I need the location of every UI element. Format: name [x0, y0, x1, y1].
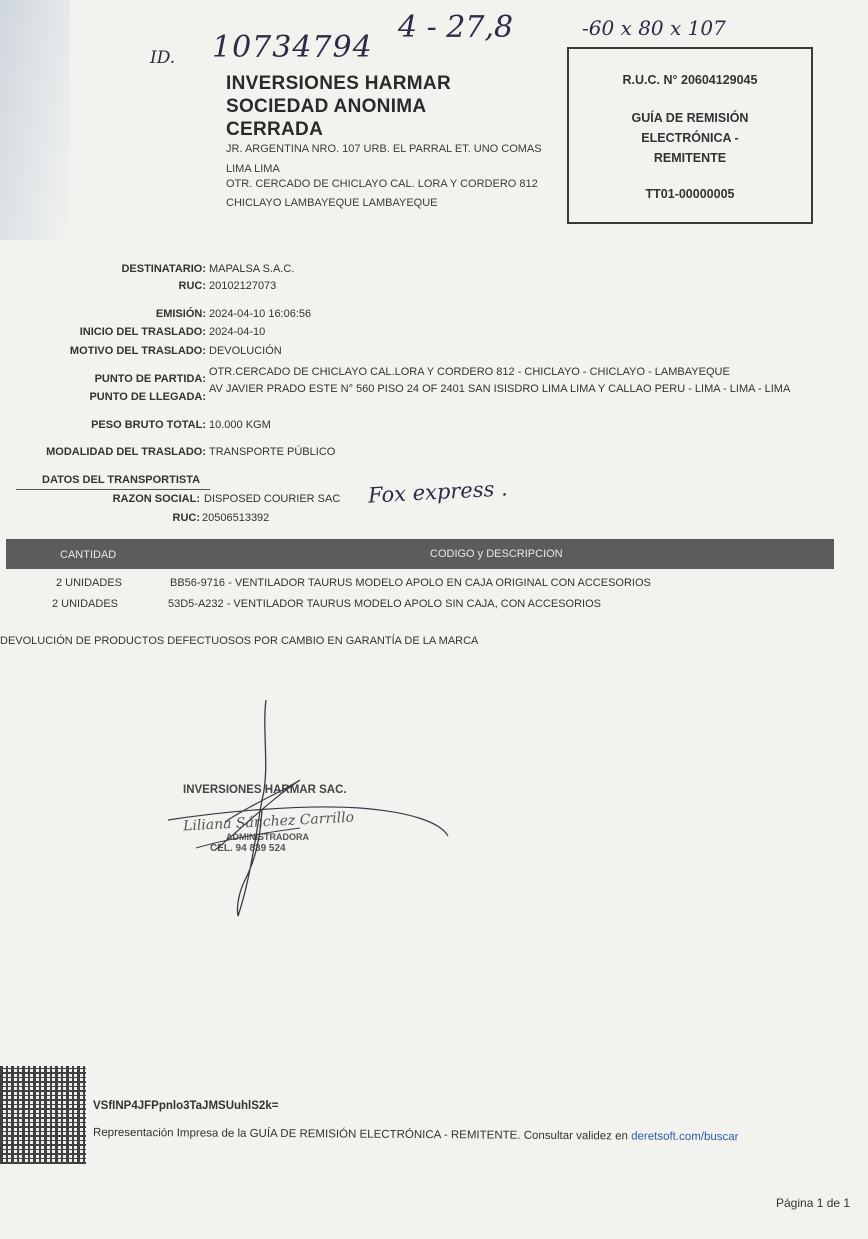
doc-type-line: REMITENTE	[653, 151, 727, 165]
field-label: MOTIVO DEL TRASLADO:	[69, 345, 206, 357]
field-value: DEVOLUCIÓN	[209, 345, 282, 357]
issuer-name	[226, 72, 451, 141]
ruc-box	[567, 47, 813, 224]
carrier-razon-value: DISPOSED COURIER SAC	[204, 493, 341, 505]
paper-shadow	[0, 0, 70, 240]
carrier-ruc-value: 20506513392	[202, 512, 270, 524]
field-label: INICIO DEL TRASLADO:	[79, 326, 206, 338]
document-hash: VSfINP4JFPpnlo3TaJMSUuhlS2k=	[93, 1100, 279, 1112]
doc-type-line: GUÍA DE REMISIÓN	[631, 111, 749, 125]
table-row-desc: BB56-9716 - VENTILADOR TAURUS MODELO APOLO EN CAJA ORIGINAL CON ACCESORIOS	[170, 577, 651, 589]
header-descripcion: CODIGO y DESCRIPCION	[430, 548, 563, 560]
carrier-ruc-label: RUC:	[172, 512, 200, 524]
field-value: 20102127073	[209, 280, 277, 292]
qr-code	[0, 1066, 86, 1164]
field-value: 10.000 KGM	[209, 419, 271, 431]
page-number: Página 1 de 1	[776, 1196, 851, 1210]
field-value: TRANSPORTE PÚBLICO	[209, 446, 336, 458]
stamp-company: INVERSIONES HARMAR SAC.	[183, 784, 347, 796]
observation-text: DEVOLUCIÓN DE PRODUCTOS DEFECTUOSOS POR CAMBIO EN GARANTÍA DE LA MARCA	[0, 635, 479, 647]
field-value: MAPALSA S.A.C.	[209, 263, 295, 275]
issuer-address-line: JR. ARGENTINA NRO. 107 URB. EL PARRAL ET. UNO COMAS	[226, 143, 542, 155]
stamp-phone: CEL. 94 839 524	[210, 843, 286, 854]
issuer-address-line: LIMA LIMA	[226, 163, 280, 175]
field-value: 2024-04-10 16:06:56	[209, 308, 312, 320]
table-row-qty: 2 UNIDADES	[52, 598, 119, 610]
doc-number: TT01-00000005	[645, 187, 735, 201]
issuer-address-line: CHICLAYO LAMBAYEQUE LAMBAYEQUE	[226, 197, 438, 209]
handwritten-top-note: 4 - 27,8	[398, 10, 514, 45]
representation-text: Representación Impresa de la GUÍA DE REMISIÓN ELECTRÓNICA - REMITENTE. Consultar validez en	[92, 1126, 628, 1143]
table-row-desc: 53D5-A232 - VENTILADOR TAURUS MODELO APOLO SIN CAJA, CON ACCESORIOS	[168, 598, 601, 610]
field-label: DESTINATARIO:	[121, 263, 206, 275]
handwritten-carrier-note: Fox express .	[367, 476, 509, 508]
footer-representation	[93, 1127, 739, 1144]
field-label: MODALIDAD DEL TRASLADO:	[46, 446, 206, 458]
handwritten-dimensions: -60 x 80 x 107	[582, 16, 726, 40]
doc-type-line: ELECTRÓNICA -	[641, 131, 739, 145]
field-label: PUNTO DE PARTIDA:	[94, 373, 206, 385]
header-cantidad: CANTIDAD	[60, 549, 117, 561]
field-label: PESO BRUTO TOTAL:	[91, 419, 206, 431]
issuer-address-line: OTR. CERCADO DE CHICLAYO CAL. LORA Y CORDERO 812	[226, 178, 538, 190]
field-value: AV JAVIER PRADO ESTE N° 560 PISO 24 OF 2401 SAN ISISDRO LIMA LIMA Y CALLAO PERU - LIMA - LIMA - LIMA	[209, 383, 791, 395]
issuer-name-line: CERRADA	[226, 119, 324, 140]
ruc-number: R.U.C. N° 20604129045	[622, 73, 758, 87]
issuer-name-line: SOCIEDAD ANONIMA	[226, 96, 427, 117]
validation-link[interactable]: deretsoft.com/buscar	[631, 1130, 739, 1144]
carrier-razon-label: RAZON SOCIAL:	[112, 493, 200, 505]
carrier-section-title: DATOS DEL TRANSPORTISTA	[42, 474, 201, 486]
carrier-section-rule	[16, 489, 210, 490]
handwritten-id-number: 10734794	[212, 30, 373, 65]
stamp-role: ADMINISTRADORA	[226, 832, 309, 842]
table-row-qty: 2 UNIDADES	[56, 577, 123, 589]
field-label: EMISIÓN:	[155, 308, 206, 320]
field-value: OTR.CERCADO DE CHICLAYO CAL.LORA Y CORDERO 812 - CHICLAYO - CHICLAYO - LAMBAYEQUE	[209, 366, 730, 378]
stamp-person: Liliana Sánchez Carrillo	[182, 809, 355, 835]
items-table-header	[6, 539, 834, 569]
issuer-name-line: INVERSIONES HARMAR	[226, 73, 451, 94]
handwritten-id-label: ID.	[150, 48, 176, 68]
field-label: PUNTO DE LLEGADA:	[89, 391, 206, 403]
field-label: RUC:	[178, 280, 206, 292]
field-value: 2024-04-10	[209, 326, 266, 338]
